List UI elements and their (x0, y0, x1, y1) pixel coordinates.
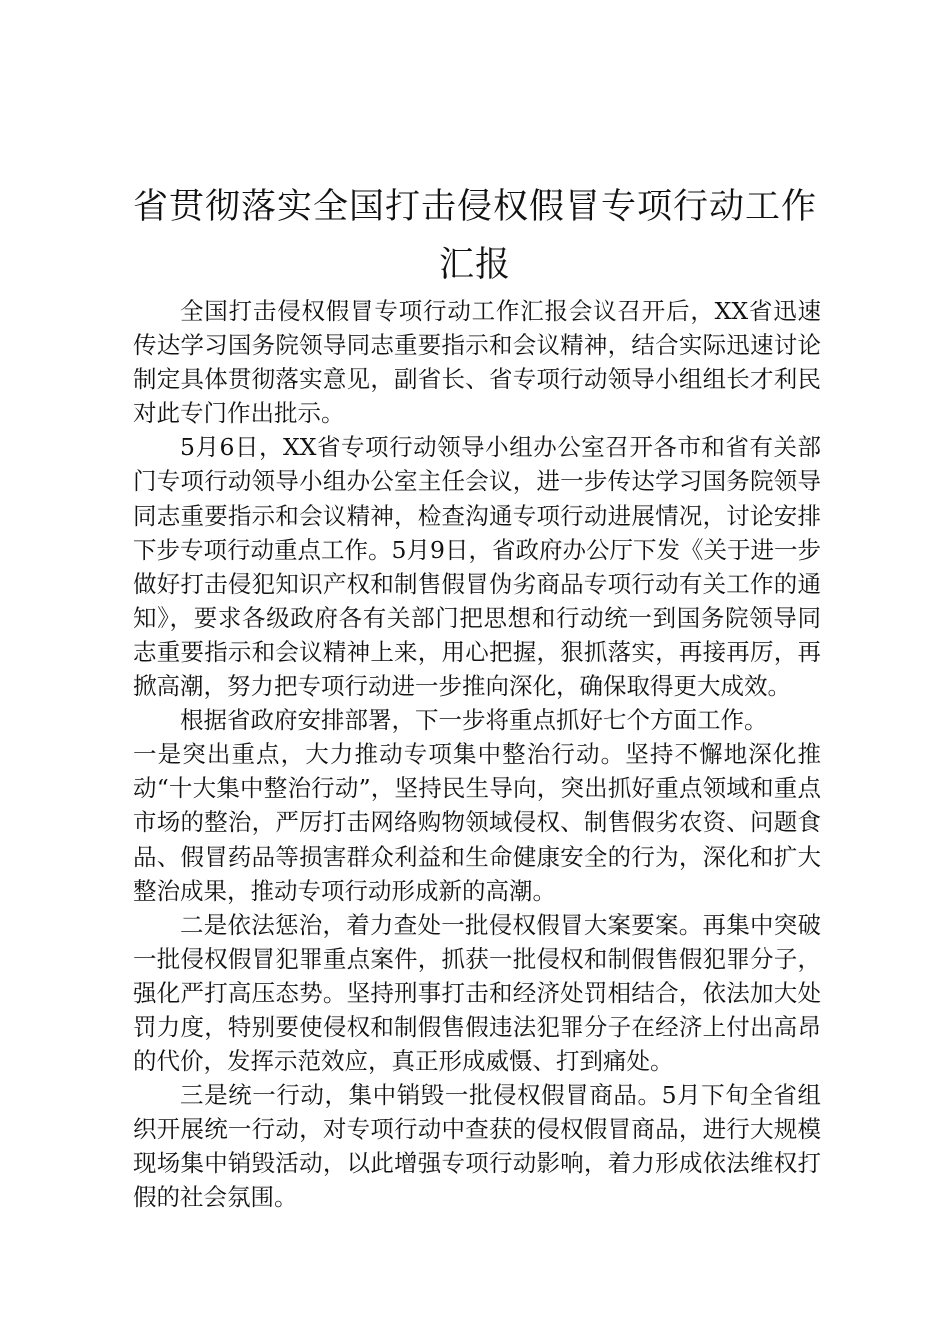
paragraph-task-two: 二是依法惩治，着力查处一批侵权假冒大案要案。再集中突破一批侵权假冒犯罪重点案件，抓获一批侵权和制假售假犯罪分子，强化严打高压态势。坚持刑事打击和经济处罚相结合，依法加大处罚力度，特别要使侵权和制假售假违法犯罪分子在经济上付出高昂的代价，发挥示范效应，真正形成威慑、打到痛处。 (133, 910, 821, 1076)
document-body (133, 294, 821, 1215)
paragraph-may-meetings: 5月6日，XX省专项行动领导小组办公室召开各市和省有关部门专项行动领导小组办公室主任会议，进一步传达学习国务院领导同志重要指示和会议精神，检查沟通专项行动进展情况，讨论安排下步专项行动重点工作。5月9日，省政府办公厅下发《关于进一步做好打击侵犯知识产权和制售假冒伪劣商品专项行动有关工作的通知》，要求各级政府各有关部门把思想和行动统一到国务院领导同志重要指示和会议精神上来，用心把握，狠抓落实，再接再厉，再掀高潮，努力把专项行动进一步推向深化，确保取得更大成效。 (133, 433, 821, 701)
paragraph-intro: 全国打击侵权假冒专项行动工作汇报会议召开后，XX省迅速传达学习国务院领导同志重要指示和会议精神，结合实际迅速讨论制定具体贯彻落实意见，副省长、省专项行动领导小组组长才利民对此专门作出批示。 (133, 297, 821, 428)
paragraph-seven-tasks: 根据省政府安排部署，下一步将重点抓好七个方面工作。 (180, 706, 768, 735)
paragraph-task-three: 三是统一行动，集中销毁一批侵权假冒商品。5月下旬全省组织开展统一行动，对专项行动中查获的侵权假冒商品，进行大规模现场集中销毁活动，以此增强专项行动影响，着力形成依法维权打假的社会氛围。 (133, 1081, 821, 1212)
paragraph-task-one: 一是突出重点，大力推动专项集中整治行动。坚持不懈地深化推动“十大集中整治行动”，坚持民生导向，突出抓好重点领域和重点市场的整治，严厉打击网络购物领域侵权、制售假劣农资、问题食品、假冒药品等损害群众利益和生命健康安全的行为，深化和扩大整治成果，推动专项行动形成新的高潮。 (133, 740, 821, 905)
document-title: 省贯彻落实全国打击侵权假冒专项行动工作汇报 (132, 187, 817, 285)
